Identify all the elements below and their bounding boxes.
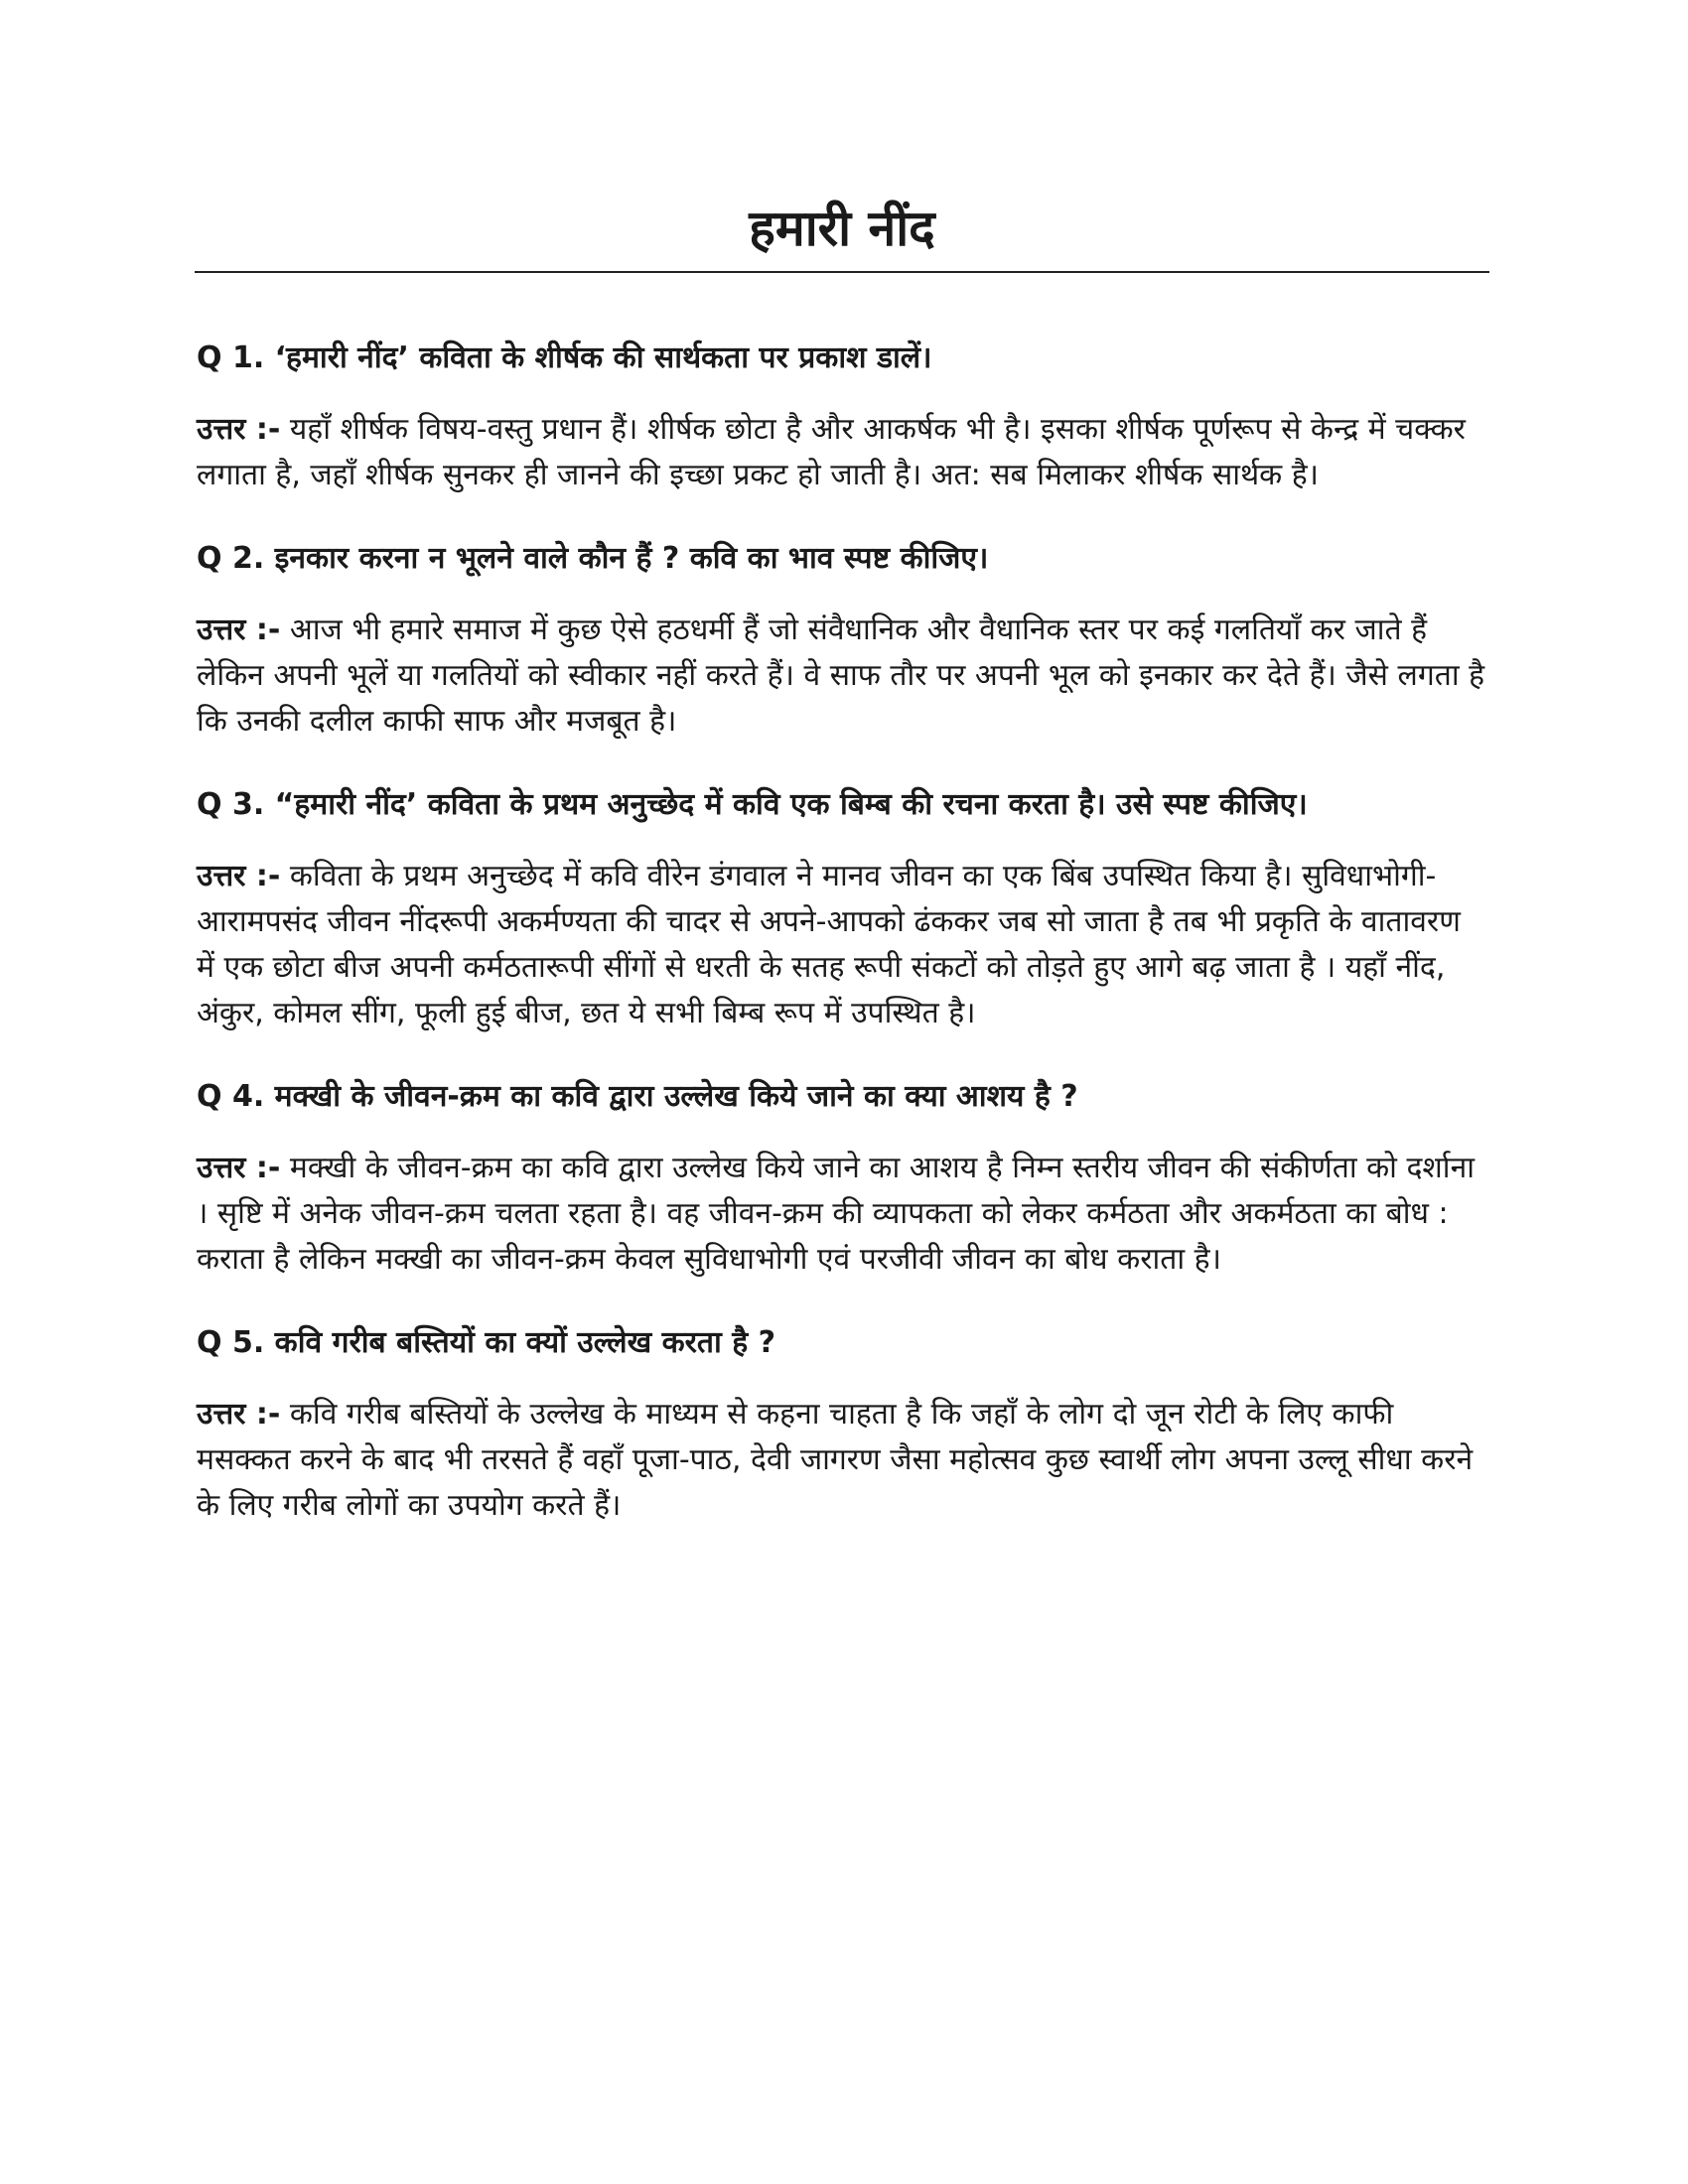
answer-label: उत्तर :- (197, 613, 281, 647)
question-1: Q 1. ‘हमारी नींद’ कविता के शीर्षक की सार्थकता पर प्रकाश डालें। (197, 341, 932, 375)
answer-5 (197, 1392, 1487, 1529)
question-2: Q 2. इनकार करना न भूलने वाले कौन हैं ? कवि का भाव स्पष्ट कीजिए। (197, 541, 989, 576)
question-5: Q 5. कवि गरीब बस्तियों का क्यों उल्लेख करता है ? (197, 1325, 775, 1360)
answer-4 (197, 1146, 1487, 1283)
answer-label: उत्तर :- (197, 859, 281, 893)
qa-item-1 (197, 336, 1487, 498)
title-divider (195, 271, 1489, 273)
answer-text: कवि गरीब बस्तियों के उल्लेख के माध्यम से कहना चाहता है कि जहाँ के लोग दो जून रोटी के लिए काफी मसक्कत करने के बाद भी तरसते हैं वहाँ पूजा-पाठ, देवी जागरण जैसा महोत्सव कुछ स्वार्थी लोग अपना उल्लू सीधा करने के लिए गरीब लोगों का उपयोग करते हैं। (197, 1397, 1474, 1523)
answer-1 (197, 407, 1487, 498)
answer-2 (197, 608, 1487, 745)
qa-item-5 (197, 1320, 1487, 1529)
page-title: हमारी नींद (749, 200, 935, 257)
answer-label: उत्तर :- (197, 1151, 281, 1185)
qa-list (197, 298, 1487, 1529)
answer-label: उत्तर :- (197, 1397, 281, 1432)
qa-item-3 (197, 782, 1487, 1036)
qa-item-4 (197, 1074, 1487, 1283)
question-4: Q 4. मक्खी के जीवन-क्रम का कवि द्वारा उल्लेख किये जाने का क्या आशय है ? (197, 1079, 1078, 1114)
answer-text: मक्खी के जीवन-क्रम का कवि द्वारा उल्लेख किये जाने का आशय है निम्न स्तरीय जीवन की संकीर्णता को दर्शाना । सृष्टि में अनेक जीवन-क्रम चलता रहता है। वह जीवन-क्रम की व्यापकता को लेकर कर्मठता और अकर्मठता का बोध : कराता है लेकिन मक्खी का जीवन-क्रम केवल सुविधाभोगी एवं परजीवी जीवन का बोध कराता है। (197, 1151, 1475, 1277)
answer-3 (197, 854, 1487, 1036)
answer-text: आज भी हमारे समाज में कुछ ऐसे हठधर्मी हैं जो संवैधानिक और वैधानिक स्तर पर कई गलतियाँ कर जाते हैं लेकिन अपनी भूलें या गलतियों को स्वीकार नहीं करते हैं। वे साफ तौर पर अपनी भूल को इनकार कर देते हैं। जैसे लगता है कि उनकी दलील काफी साफ और मजबूत है। (197, 613, 1485, 739)
answer-text: यहाँ शीर्षक विषय-वस्तु प्रधान हैं। शीर्षक छोटा है और आकर्षक भी है। इसका शीर्षक पूर्णरूप से केन्द्र में चक्कर लगाता है, जहाँ शीर्षक सुनकर ही जानने की इच्छा प्रकट हो जाती है। अत: सब मिलाकर शीर्षक सार्थक है। (197, 412, 1466, 492)
answer-label: उत्तर :- (197, 412, 281, 447)
qa-item-2 (197, 536, 1487, 745)
question-3: Q 3. “हमारी नींद’ कविता के प्रथम अनुच्छेद में कवि एक बिम्ब की रचना करता है। उसे स्पष्ट कीजिए। (197, 787, 1308, 822)
answer-text: कविता के प्रथम अनुच्छेद में कवि वीरेन डंगवाल ने मानव जीवन का एक बिंब उपस्थित किया है। सुविधाभोगी-आरामपसंद जीवन नींदरूपी अकर्मण्यता की चादर से अपने-आपको ढंककर जब सो जाता है तब भी प्रकृति के वातावरण में एक छोटा बीज अपनी कर्मठतारूपी सींगों से धरती के सतह रूपी संकटों को तोड़ते हुए आगे बढ़ जाता है । यहाँ नींद, अंकुर, कोमल सींग, फूली हुई बीज, छत ये सभी बिम्ब रूप में उपस्थित है। (197, 859, 1461, 1030)
